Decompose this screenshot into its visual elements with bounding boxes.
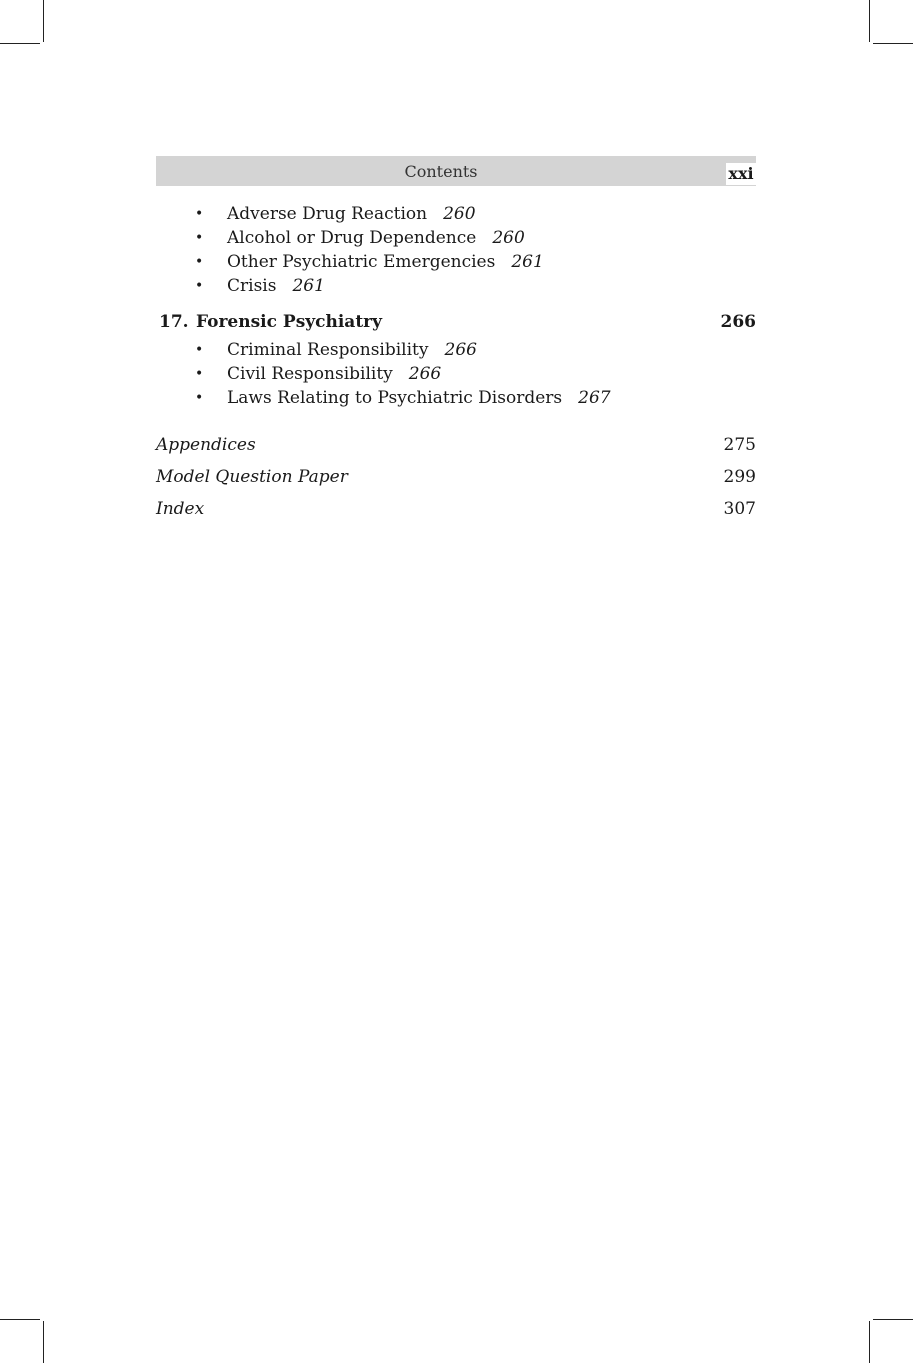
list-item — [195, 362, 611, 386]
page-number: xxi — [726, 163, 756, 185]
topic-page: 260 — [492, 228, 525, 248]
list-item — [195, 274, 544, 298]
topic-label: Other Psychiatric Emergencies — [227, 252, 496, 272]
chapter-heading — [159, 309, 756, 335]
header-title: Contents — [404, 162, 478, 181]
chapter-number: 17. — [159, 312, 189, 332]
crop-mark — [43, 0, 44, 42]
backmatter-entry — [156, 465, 756, 489]
crop-mark — [873, 1319, 913, 1320]
backmatter-entry — [156, 433, 756, 457]
backmatter-entry — [156, 497, 756, 521]
topic-list — [195, 338, 611, 410]
crop-mark — [0, 1319, 40, 1320]
chapter-title: Forensic Psychiatry — [196, 312, 383, 332]
list-item — [195, 202, 544, 226]
topic-page: 266 — [444, 340, 477, 360]
backmatter-page: 299 — [723, 467, 756, 487]
topic-label: Crisis — [227, 276, 277, 296]
crop-mark — [869, 0, 870, 42]
list-item — [195, 250, 544, 274]
list-item — [195, 226, 544, 250]
backmatter-label: Model Question Paper — [156, 467, 348, 487]
crop-mark — [43, 1321, 44, 1363]
crop-mark — [0, 43, 40, 44]
list-item — [195, 338, 611, 362]
topic-label: Adverse Drug Reaction — [227, 204, 428, 224]
list-item — [195, 386, 611, 410]
topic-page: 260 — [443, 204, 476, 224]
topic-label: Laws Relating to Psychiatric Disorders — [227, 388, 563, 408]
backmatter-label: Appendices — [156, 435, 256, 455]
topic-page: 261 — [511, 252, 544, 272]
topic-page: 261 — [292, 276, 325, 296]
backmatter-page: 275 — [723, 435, 756, 455]
topic-label: Civil Responsibility — [227, 364, 393, 384]
backmatter-label: Index — [156, 499, 205, 519]
topic-list — [195, 202, 544, 298]
topic-page: 267 — [578, 388, 611, 408]
chapter-page: 266 — [720, 312, 756, 332]
running-header — [156, 156, 756, 186]
topic-label: Alcohol or Drug Dependence — [227, 228, 477, 248]
crop-mark — [873, 43, 913, 44]
crop-mark — [869, 1321, 870, 1363]
topic-page: 266 — [408, 364, 442, 384]
backmatter-page: 307 — [723, 499, 756, 519]
topic-label: Criminal Responsibility — [227, 340, 429, 360]
